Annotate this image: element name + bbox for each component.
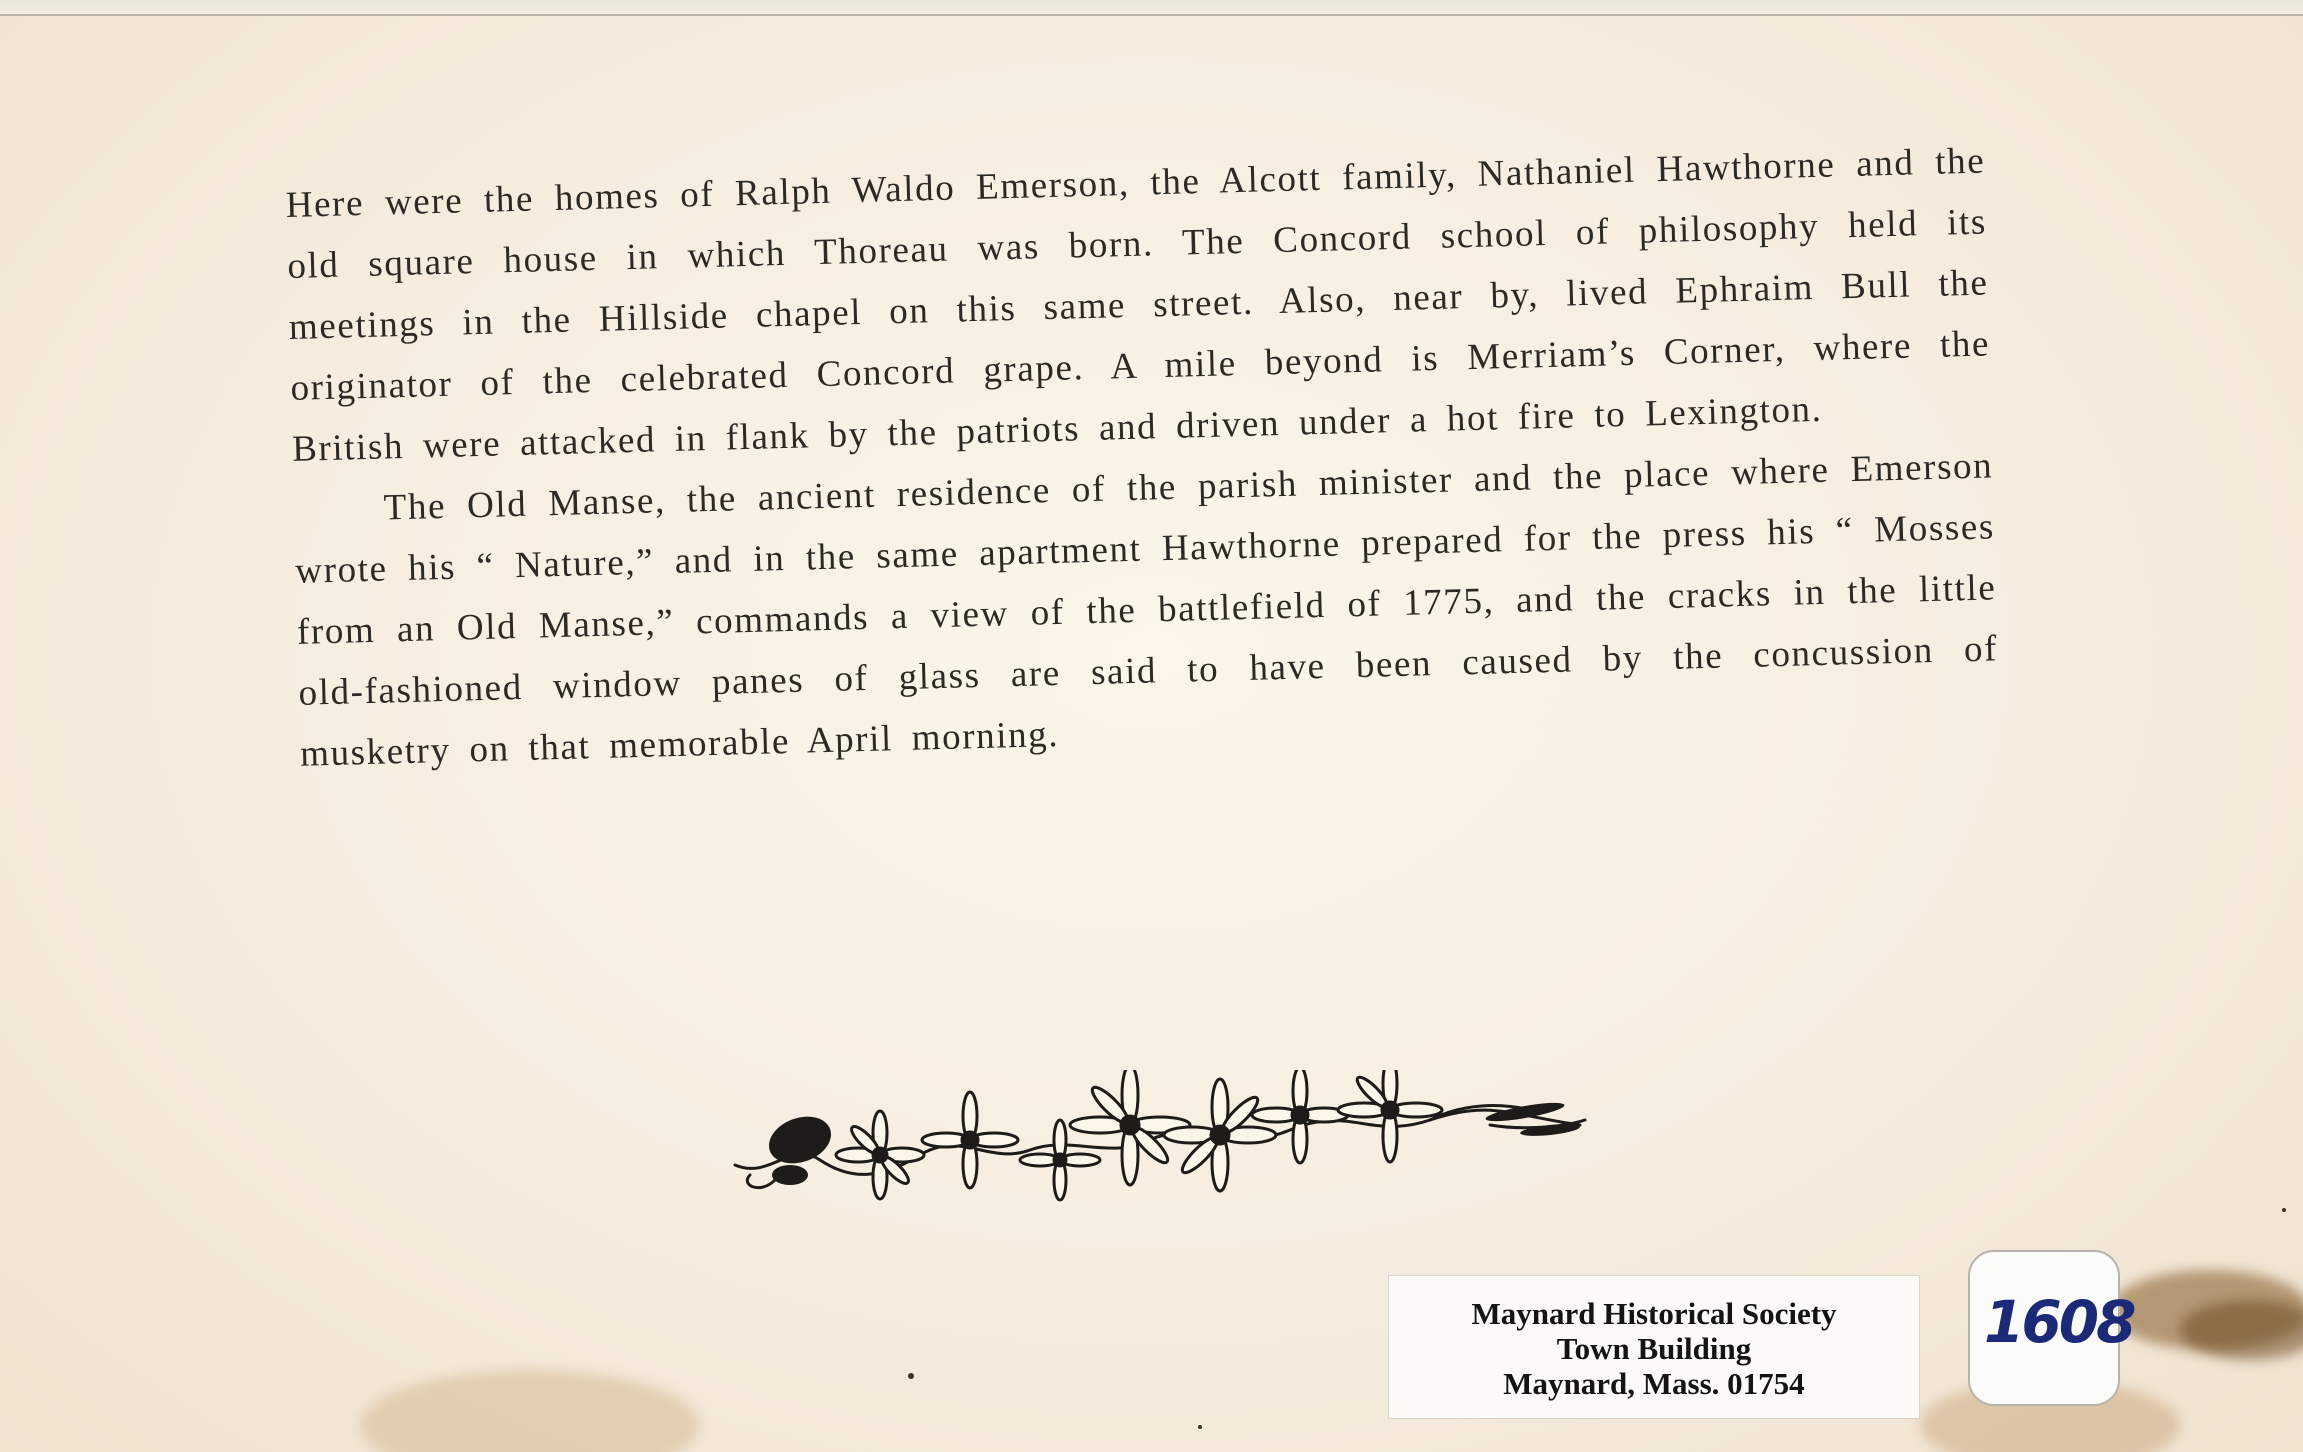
catalog-number: 1608 xyxy=(1984,1288,2134,1356)
label-line-2: Town Building xyxy=(1556,1331,1752,1366)
water-stain xyxy=(2180,1300,2303,1360)
ink-speck xyxy=(2282,1208,2286,1212)
water-stain xyxy=(360,1370,700,1452)
label-line-3: Maynard, Mass. 01754 xyxy=(1503,1366,1805,1401)
top-edge-rule xyxy=(0,0,2303,16)
catalog-tag xyxy=(1968,1250,2134,1406)
body-text xyxy=(285,130,2000,784)
paragraph-2: The Old Manse, the ancient residence of the parish minister and the place where Emerson wrote his “ Nature,” and in the same apartment Hawthorne prepared for the press his “ Mosses from an Old Manse,” commands a view of the battlefield of 1775, and the cracks in the little old-fashioned window panes of glass are said to have been caused by the concussion of musketry on that memorable April morning. xyxy=(294,445,1999,775)
ink-speck xyxy=(1198,1425,1202,1429)
ink-speck xyxy=(908,1373,914,1379)
floral-ornament xyxy=(730,1070,1590,1220)
label-line-1: Maynard Historical Society xyxy=(1471,1296,1837,1331)
society-label xyxy=(1388,1275,1920,1419)
paragraph-1: Here were the homes of Ralph Waldo Emerson, the Alcott family, Nathaniel Hawthorne and the old square house in which Thoreau was born. The Concord school of philosophy held its meetings in the Hillside chapel on this same street. Also, near by, lived Ephraim Bull the originator of the celebrated Concord grape. A mile beyond is Merriam’s Corner, where the British were attacked in flank by the patriots and driven under a hot fire to Lexington. xyxy=(285,140,1991,470)
